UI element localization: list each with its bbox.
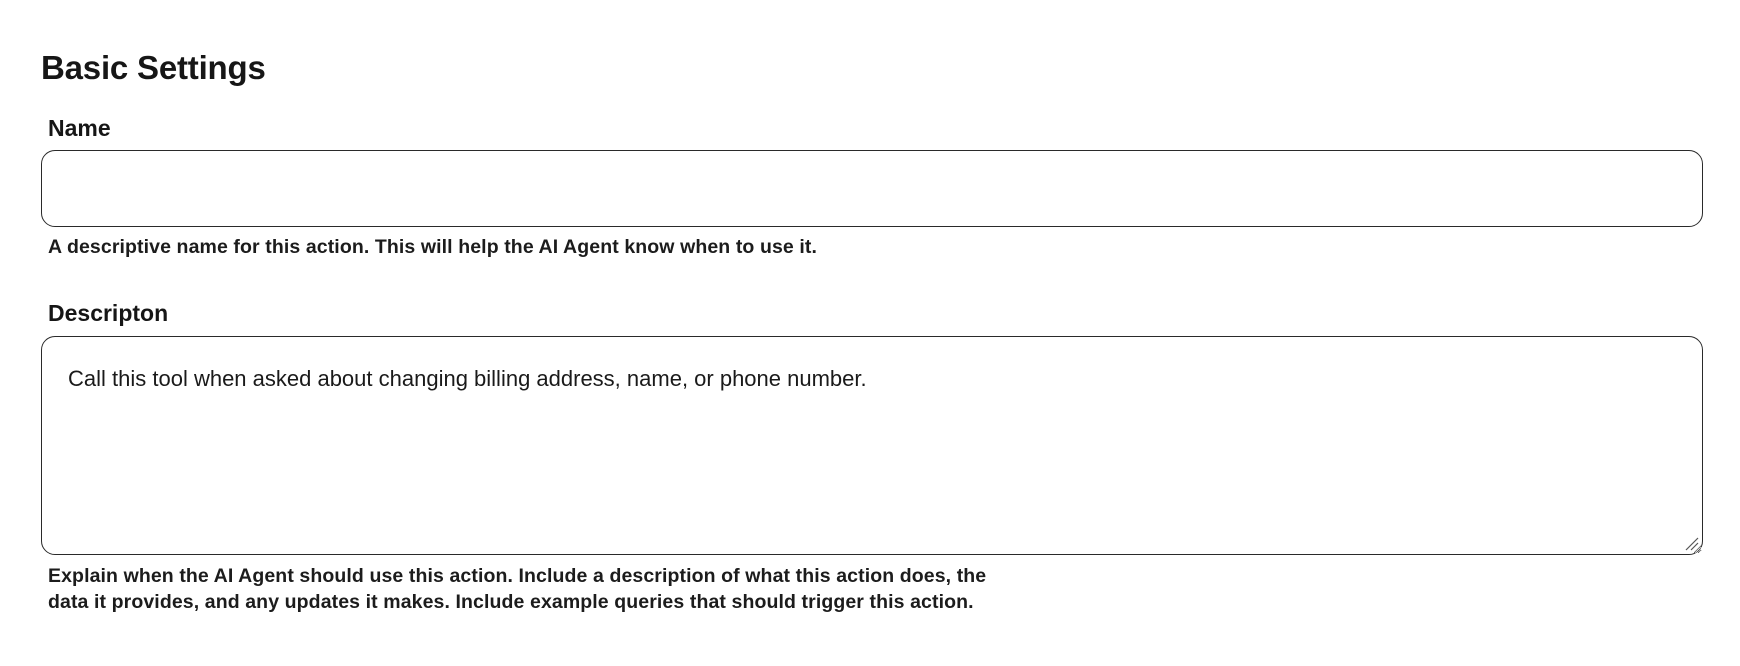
description-help-text — [48, 563, 1048, 615]
description-help-line: Explain when the AI Agent should use this action. Include a description of what this action does, the — [48, 565, 987, 587]
description-label: Descripton — [48, 300, 169, 326]
description-help-line: data it provides, and any updates it makes. Include example queries that should trigger this action. — [48, 591, 974, 613]
name-help-text: A descriptive name for this action. This will help the AI Agent know when to use it. — [48, 236, 817, 258]
section-title: Basic Settings — [41, 49, 266, 86]
name-label: Name — [48, 115, 111, 141]
name-input[interactable] — [41, 150, 1703, 227]
description-textarea[interactable] — [41, 336, 1703, 555]
